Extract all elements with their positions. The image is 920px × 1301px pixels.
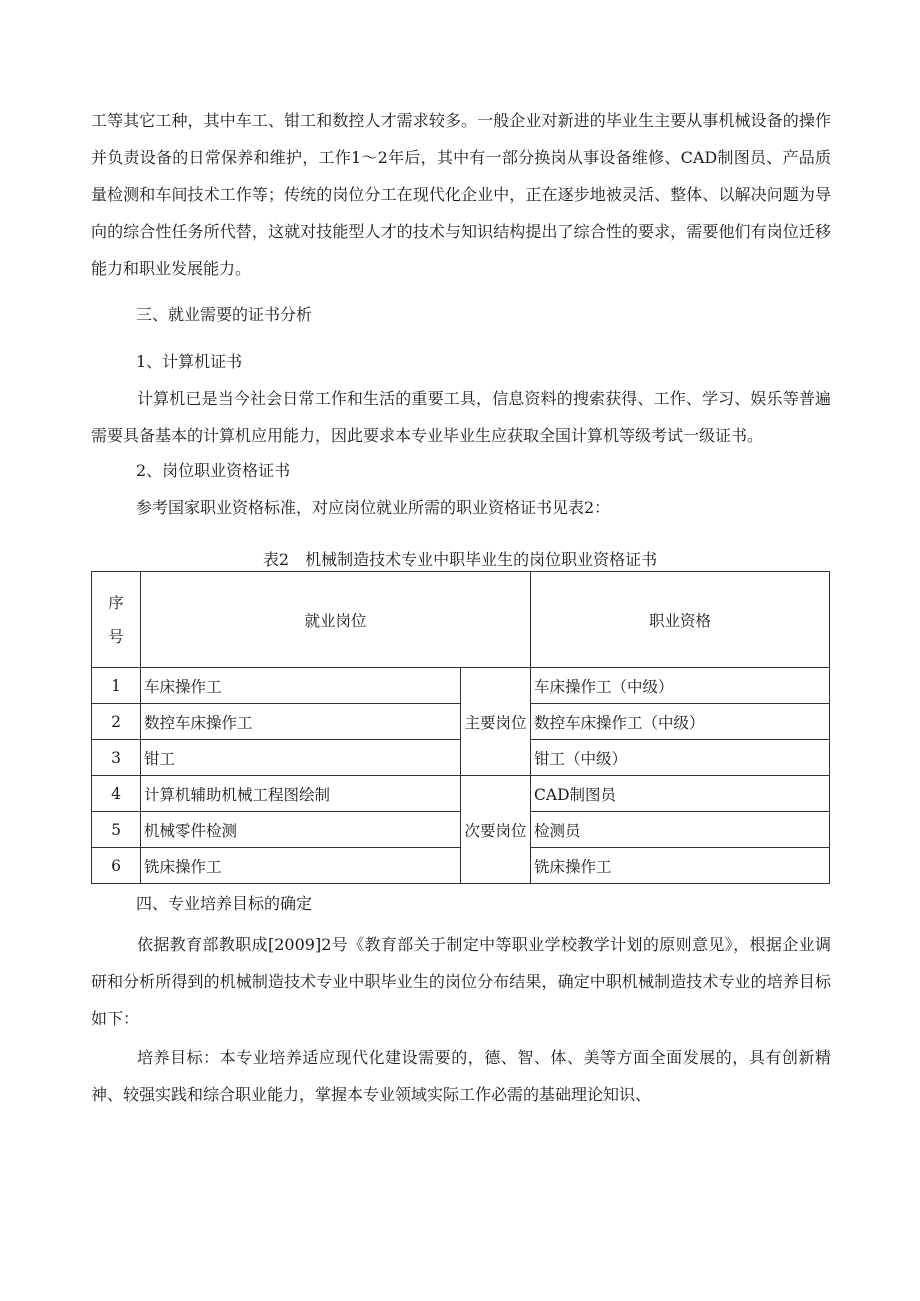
row-job: 铣床操作工 (141, 848, 461, 884)
row-cert: 铣床操作工 (531, 848, 830, 884)
subheading-computer-certificate: 1、计算机证书 (136, 352, 243, 371)
row-no: 1 (92, 668, 141, 704)
table-row (92, 668, 830, 704)
header-seq (92, 572, 141, 668)
header-qualification: 职业资格 (531, 572, 830, 668)
paragraph-basis: 依据教育部教职成[2009]2号《教育部关于制定中等职业学校教学计划的原则意见》，根据企业调研和分析所得到的机械制造技术专业中职毕业生的岗位分布结果，确定中职机械制造技术专业的培养目标如下： (91, 935, 831, 1028)
group-secondary: 次要岗位 (461, 776, 531, 884)
row-job: 数控车床操作工 (141, 704, 461, 740)
row-no: 6 (92, 848, 141, 884)
row-cert: 钳工（中级） (531, 740, 830, 776)
row-cert: 检测员 (531, 812, 830, 848)
paragraph-computer-certificate: 计算机已是当今社会日常工作和生活的重要工具，信息资料的搜索获得、工作、学习、娱乐等普遍需要具备基本的计算机应用能力，因此要求本专业毕业生应获取全国计算机等级考试一级证书。 (91, 389, 831, 445)
table-row (92, 776, 830, 812)
qualification-table (91, 571, 830, 884)
header-position: 就业岗位 (141, 572, 531, 668)
row-job: 计算机辅助机械工程图绘制 (141, 776, 461, 812)
row-no: 4 (92, 776, 141, 812)
paragraph-table-reference: 参考国家职业资格标准，对应岗位就业所需的职业资格证书见表2： (136, 498, 611, 517)
paragraph-job-distribution: 工等其它工种，其中车工、钳工和数控人才需求较多。一般企业对新进的毕业生主要从事机械设备的操作并负责设备的日常保养和维护，工作1～2年后，其中有一部分换岗从事设备维修、CAD制图员、产品质量检测和车间技术工作等；传统的岗位分工在现代化企业中，正在逐步地被灵活、整体、以解决问题为导向的综合性任务所代替，这就对技能型人才的技术与知识结构提出了综合性的要求，需要他们有岗位迁移能力和职业发展能力。 (91, 111, 831, 278)
row-cert: CAD制图员 (531, 776, 830, 812)
subheading-vocational-certificate: 2、岗位职业资格证书 (136, 461, 291, 480)
section-heading-training-goals: 四、专业培养目标的确定 (136, 894, 313, 913)
row-no: 5 (92, 812, 141, 848)
table-caption: 表2 机械制造技术专业中职毕业生的岗位职业资格证书 (262, 550, 658, 569)
row-cert: 数控车床操作工（中级） (531, 704, 830, 740)
group-main: 主要岗位 (461, 668, 531, 776)
row-cert: 车床操作工（中级） (531, 668, 830, 704)
table-header-row (92, 572, 830, 668)
section-heading-certificates: 三、就业需要的证书分析 (136, 305, 313, 324)
paragraph-training-goal: 培养目标：本专业培养适应现代化建设需要的，德、智、体、美等方面全面发展的，具有创新精神、较强实践和综合职业能力，掌握本专业领域实际工作必需的基础理论知识、 (91, 1048, 831, 1104)
row-job: 机械零件检测 (141, 812, 461, 848)
row-no: 3 (92, 740, 141, 776)
row-no: 2 (92, 704, 141, 740)
header-seq-line2: 号 (108, 627, 124, 646)
row-job: 钳工 (141, 740, 461, 776)
row-job: 车床操作工 (141, 668, 461, 704)
header-seq-line1: 序 (108, 593, 124, 612)
